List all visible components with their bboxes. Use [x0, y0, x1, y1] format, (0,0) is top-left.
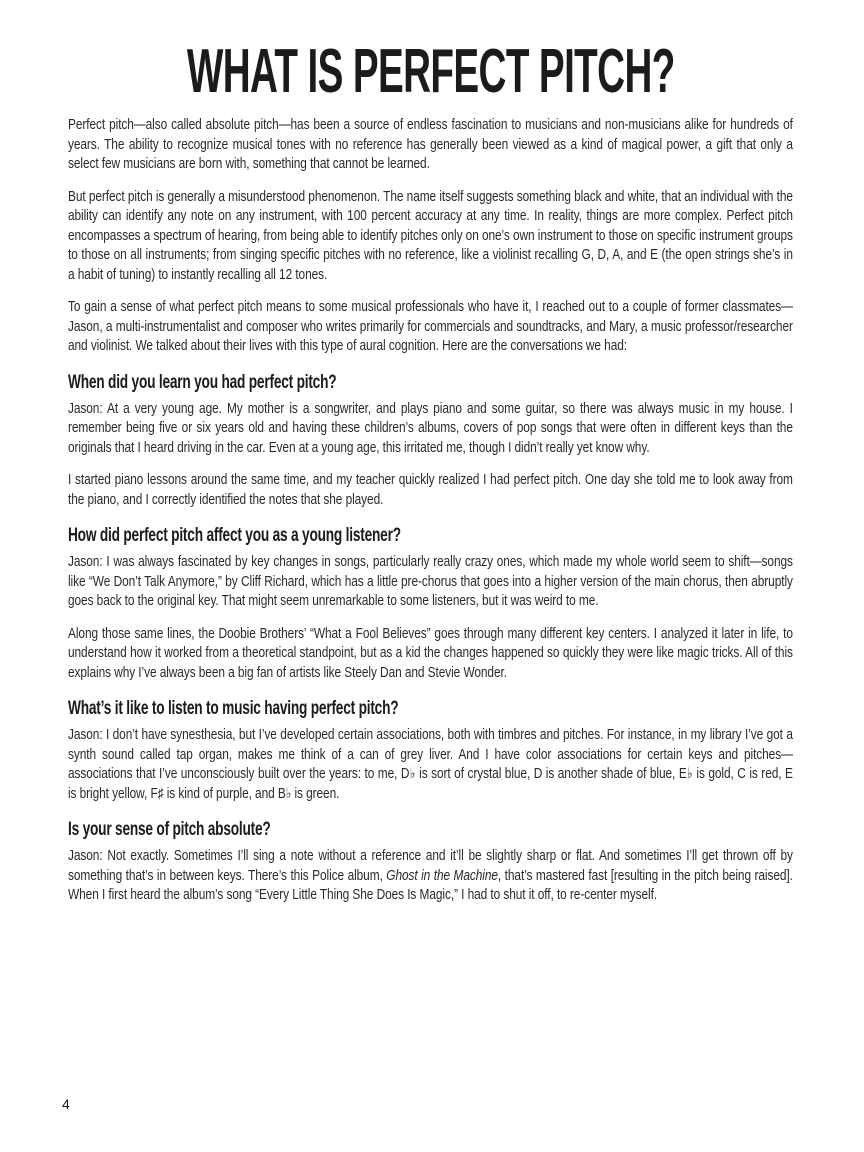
section-young-listener-paragraph-2: Along those same lines, the Doobie Brothers’ “What a Fool Believes” goes through many different key centers. I analyzed it later in life, to understand how it worked from a theoretical standpoint, but as a kid the changes happened so quickly they were like magic tricks. All of this explains why I’ve always been a big fan of artists like Steely Dan and Stevie Wonder.: [68, 625, 793, 681]
section-pitch-absolute-paragraph-1: [68, 847, 793, 906]
section-when-learned-paragraph-1: Jason: At a very young age. My mother is a songwriter, and plays piano and some guitar, so there was always music in my house. I remember being five or six years old and having these children’s albums, covers of pop songs that were often in different keys than the originals that I heard driving in the car. Even at a young age, this irritated me, though I didn’t really yet know why.: [68, 400, 793, 456]
intro-paragraph-2: But perfect pitch is generally a misunderstood phenomenon. The name itself suggests something black and white, that an individual with the ability can identify any note on any instrument, with 100 percent accuracy at any time. In reality, things are more complex. Perfect pitch encompasses a spectrum of hearing, from being able to identify pitches only on one’s own instrument to those on specific instrument groups to those on all instruments; from singing specific pitches with no reference, like a violinist recalling G, D, A, and E (the open strings she’s in a habit of tuning) to instantly recalling all 12 tones.: [68, 188, 793, 283]
section-young-listener-paragraph-1: Jason: I was always fascinated by key changes in songs, particularly really crazy ones, which made my whole world seem to shift—songs like “We Don’t Talk Anymore,” by Cliff Richard, which has a little pre-chorus that goes into a higher version of the main chorus, then abruptly goes back to the original key. That might seem unremarkable to some listeners, but it was weird to me.: [68, 554, 793, 609]
section-heading-when-learned-text: When did you learn you had perfect pitch?: [68, 371, 337, 393]
section-when-learned-paragraph-2: I started piano lessons around the same time, and my teacher quickly realized I had perfect pitch. One day she told me to look away from the piano, and I correctly identified the notes that she played.: [68, 472, 793, 508]
section-heading-young-listener-text: How did perfect pitch affect you as a young listener?: [68, 525, 401, 546]
page-title: [68, 37, 793, 106]
intro-paragraph-1: Perfect pitch—also called absolute pitch—has been a source of endless fascination to musicians and non-musicians alike for hundreds of years. The ability to recognize musical tones with no reference has generally been viewed as a kind of magical power, a gift that only a select few musicians are born with, something that cannot be learned.: [68, 117, 793, 172]
section-heading-young-listener: [68, 523, 793, 547]
section-heading-listening-experience: [68, 696, 793, 720]
paragraph-text-after-album: , that’s mastered fast [resulting in the pitch being raised]. When I first heard the album’s song “Every Little Thing She Does Is Magic,” I had to shut it off, to re-center myself.: [68, 867, 793, 903]
section-heading-pitch-absolute: [68, 817, 793, 841]
section-heading-listening-experience-text: What’s it like to listen to music having perfect pitch?: [68, 698, 399, 719]
page-content: [68, 37, 793, 919]
intro-paragraph-3: To gain a sense of what perfect pitch means to some musical professionals who have it, I reached out to a couple of former classmates—Jason, a multi-instrumentalist and composer who writes primarily for commercials and soundtracks, and Mary, a music professor/researcher and violinist. We talked about their lives with this type of aural cognition. Here are the conversations we had:: [68, 299, 793, 354]
section-listening-experience-paragraph-1: Jason: I don’t have synesthesia, but I’ve developed certain associations, both with timbres and pitches. For instance, in my library I’ve got a synth sound called tap organ, makes me think of a can of grey liver. And I have color associations for certain keys and pitches—associations that I’ve unconsciously built over the years: to me, D♭ is sort of crystal blue, D is another shade of blue, E♭ is gold, C is red, E is bright yellow, F♯ is kind of purple, and B♭ is green.: [68, 727, 793, 802]
album-title-italic: Ghost in the Machine: [386, 867, 498, 884]
paragraph-text-before-album: Jason: Not exactly. Sometimes I’ll sing a note without a reference and it’ll be slightly sharp or flat. And sometimes I’ll get thrown off by something that’s in between keys. There’s this Police album,: [68, 848, 793, 884]
section-heading-pitch-absolute-text: Is your sense of pitch absolute?: [68, 819, 271, 840]
section-heading-when-learned: [68, 370, 793, 394]
page-title-text: WHAT IS PERFECT PITCH?: [186, 37, 675, 106]
page-number: 4: [62, 1096, 70, 1112]
